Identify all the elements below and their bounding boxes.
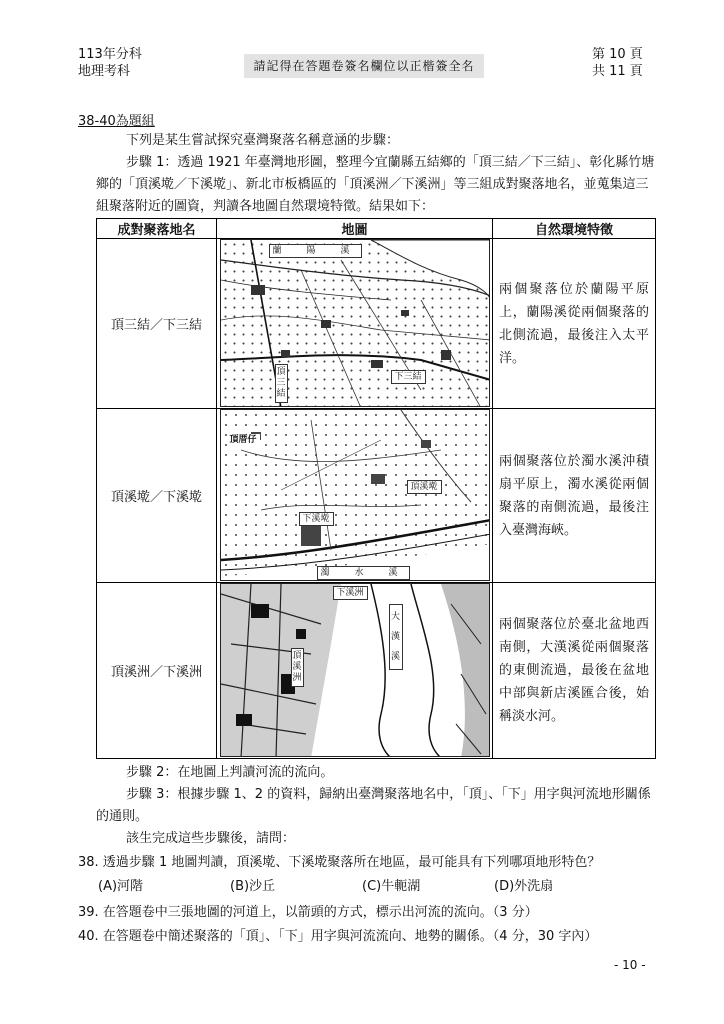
signature-notice: 請記得在答題卷簽名欄位以正楷簽全名 [244,54,484,78]
environment-feature: 兩個聚落位於蘭陽平原上，蘭陽溪從兩個聚落的北側流過，最後注入太平洋。 [493,239,656,409]
question-38-options [98,876,626,898]
option-a: (A)河階 [98,879,144,894]
environment-feature: 兩個聚落位於濁水溪沖積扇平原上，濁水溪從兩個聚落的南側流過，最後注入臺灣海峽。 [493,409,656,583]
map-lanyang [220,239,490,407]
option-d: (D)外洗扇 [494,879,554,894]
header-feature: 自然環境特徵 [493,219,656,239]
settlement-table [96,218,656,759]
option-b: (B)沙丘 [230,879,276,894]
map-settlement-top: 頂溪洲 [291,648,304,687]
environment-feature: 兩個聚落位於臺北盆地西南側，大漢溪從兩個聚落的東側流過，最後在盆地中部與新店溪匯合後，始稱淡水河。 [493,583,656,759]
group-title: 38-40為題組 [78,114,155,129]
header-map: 地圖 [217,219,493,239]
map-settlement-bottom: 下溪墘 [299,512,334,526]
map-river-label: 蘭 陽 溪 [269,244,362,258]
map-cell [217,409,493,583]
settlement-name: 頂溪洲／下溪洲 [97,583,217,759]
subject-name: 地理考科 [78,64,131,79]
map-dahan [220,583,490,757]
step1-text: 步驟 1：透過 1921 年臺灣地形圖，整理今宜蘭縣五結鄉的「頂三結／下三結」、彰化縣竹塘鄉的「頂溪墘／下溪墘」、新北市板橋區的「頂溪洲／下溪洲」等三組成對聚落地名，並蒐集這三組聚落附近的圖資，判讀各地圖自然環境特徵。結果如下： [96,155,655,214]
page-total: 共 11 頁 [592,64,643,79]
question-38: 38. 透過步驟 1 地圖判讀，頂溪墘、下溪墘聚落所在地區，最可能具有下列哪項地形特色？ [78,855,601,870]
map-cell [217,239,493,409]
map-lanyang-drawing [221,240,490,407]
table-row [97,239,656,409]
table-row [97,409,656,583]
map-zhuoshui-drawing [221,410,490,581]
page-current: 第 10 頁 [592,47,643,62]
subject-year: 113年分科 [78,47,142,62]
settlement-name: 頂溪墘／下溪墘 [97,409,217,583]
intro-text: 下列是某生嘗試探究臺灣聚落名稱意涵的步驟： [126,133,400,148]
map-river-label: 濁 水 溪 [317,566,410,580]
map-dahan-drawing [221,584,490,757]
after-text: 該生完成這些步驟後，請問： [126,831,296,846]
table-header-row [97,219,656,239]
map-river-label: 大漢溪 [389,604,403,670]
question-40: 40. 在答題卷中簡述聚落的「頂」、「下」用字與河流流向、地勢的關係。（4 分，30 字內） [78,929,598,944]
subject-header [78,46,142,80]
map-settlement-bottom: 下三結 [391,370,426,384]
question-39: 39. 在答題卷中三張地圖的河道上，以箭頭的方式，標示出河流的流向。（3 分） [78,905,538,920]
map-zhuoshui [220,409,490,581]
page-info [592,46,643,80]
header-name: 成對聚落地名 [97,219,217,239]
step3-text: 步驟 3：根據步驟 1、2 的資料，歸納出臺灣聚落地名中，「頂」、「下」用字與河流地形關係的通則。 [96,787,651,824]
map-settlement-top: 頂溪墘 [407,480,442,494]
step2-text: 步驟 2：在地圖上判讀河流的流向。 [126,765,334,780]
map-cell [217,583,493,759]
settlement-name: 頂三結／下三結 [97,239,217,409]
table-row [97,583,656,759]
page-number: - 10 - [614,958,646,972]
map-settlement-top: 頂三結 [275,364,288,403]
map-settlement-extra: 頂厝仔 [227,434,260,446]
map-settlement-bottom: 下溪洲 [333,586,368,600]
option-c: (C)牛軛湖 [362,879,421,894]
